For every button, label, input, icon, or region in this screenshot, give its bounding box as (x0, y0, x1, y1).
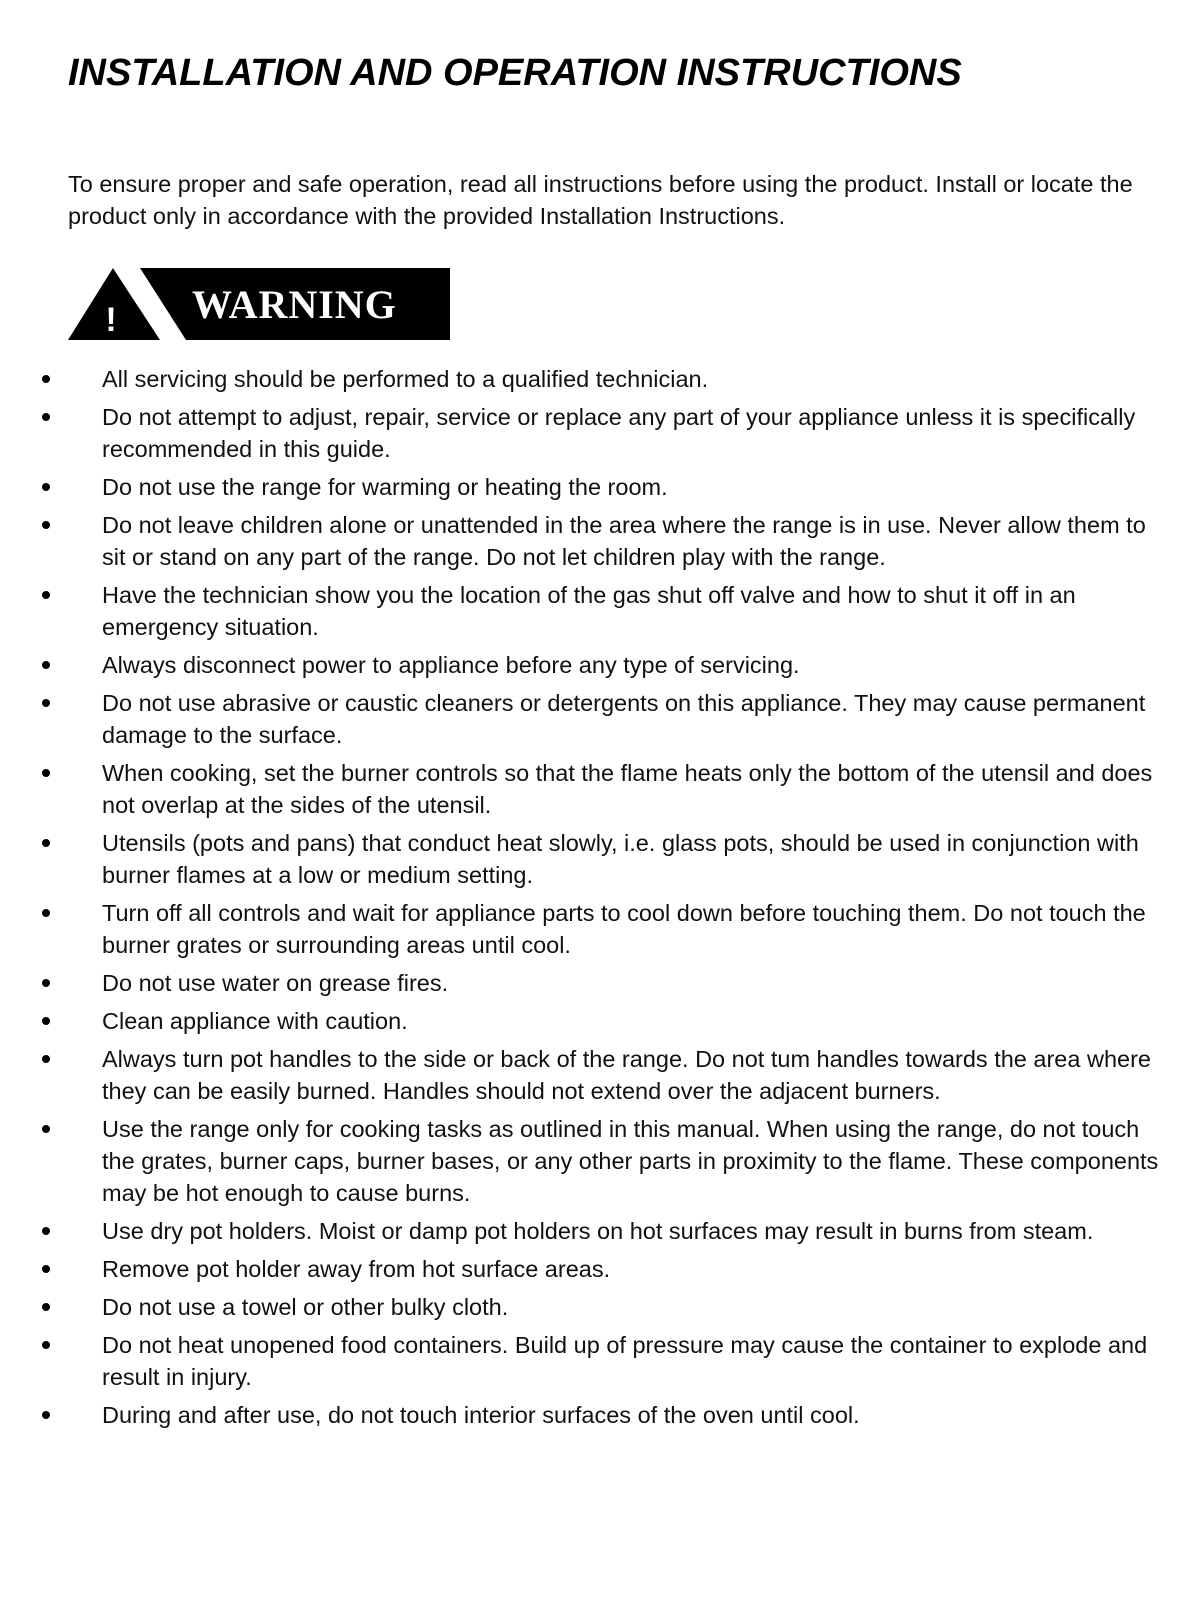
bullet-icon (42, 1227, 50, 1235)
list-item-text: Do not leave children alone or unattended in the area where the range is in use. Never allow them to sit or stand on any part of the range. Do not let children play with the range. (102, 512, 1146, 570)
list-item (0, 1043, 1201, 1107)
bullet-icon (42, 1411, 50, 1419)
list-item (0, 1399, 1201, 1431)
bullet-icon (42, 413, 50, 421)
list-item (0, 687, 1201, 751)
list-item (0, 1253, 1201, 1285)
list-item-text: Do not attempt to adjust, repair, service or replace any part of your appliance unless it is specifically recommended in this guide. (102, 404, 1136, 462)
list-item (0, 1005, 1201, 1037)
bullet-icon (42, 839, 50, 847)
list-item (0, 757, 1201, 821)
list-item (0, 1329, 1201, 1393)
bullet-icon (42, 1303, 50, 1311)
warning-label: WARNING (192, 282, 397, 327)
bullet-icon (42, 769, 50, 777)
bullet-icon (42, 521, 50, 529)
list-item-text: Have the technician show you the location of the gas shut off valve and how to shut it off in an emergency situation. (102, 582, 1076, 640)
list-item-text: Do not use a towel or other bulky cloth. (102, 1294, 509, 1320)
bullet-icon (42, 699, 50, 707)
list-item-text: Always disconnect power to appliance before any type of servicing. (102, 652, 800, 678)
list-item (0, 471, 1201, 503)
safety-bullet-list (0, 363, 1201, 1437)
list-item (0, 1215, 1201, 1247)
list-item (0, 1113, 1201, 1209)
list-item-text: Clean appliance with caution. (102, 1008, 408, 1034)
bullet-icon (42, 1055, 50, 1063)
list-item (0, 649, 1201, 681)
list-item (0, 509, 1201, 573)
list-item-text: Remove pot holder away from hot surface areas. (102, 1256, 611, 1282)
bullet-icon (42, 979, 50, 987)
list-item (0, 363, 1201, 395)
list-item-text: Always turn pot handles to the side or back of the range. Do not tum handles towards the area where they can be easily burned. Handles should not extend over the adjacent burners. (102, 1046, 1151, 1104)
list-item-text: Do not use the range for warming or heating the room. (102, 474, 668, 500)
bullet-icon (42, 1125, 50, 1133)
list-item-text: Do not heat unopened food containers. Build up of pressure may cause the container to explode and result in injury. (102, 1332, 1148, 1390)
warning-banner (68, 268, 450, 340)
list-item-text: Do not use water on grease fires. (102, 970, 449, 996)
bullet-icon (42, 1341, 50, 1349)
list-item-text: Do not use abrasive or caustic cleaners or detergents on this appliance. They may cause permanent damage to the surface. (102, 690, 1146, 748)
bullet-icon (42, 1017, 50, 1025)
list-item-text: All servicing should be performed to a qualified technician. (102, 366, 709, 392)
list-item (0, 827, 1201, 891)
list-item-text: Use dry pot holders. Moist or damp pot holders on hot surfaces may result in burns from steam. (102, 1218, 1094, 1244)
list-item (0, 967, 1201, 999)
list-item (0, 579, 1201, 643)
list-item-text: When cooking, set the burner controls so that the flame heats only the bottom of the utensil and does not overlap at the sides of the utensil. (102, 760, 1153, 818)
list-item (0, 401, 1201, 465)
bullet-icon (42, 909, 50, 917)
bullet-icon (42, 591, 50, 599)
list-item-text: During and after use, do not touch interior surfaces of the oven until cool. (102, 1402, 860, 1428)
bullet-icon (42, 483, 50, 491)
exclamation-icon: ! (105, 301, 117, 339)
list-item (0, 897, 1201, 961)
bullet-icon (42, 661, 50, 669)
bullet-icon (42, 375, 50, 383)
list-item-text: Use the range only for cooking tasks as outlined in this manual. When using the range, do not touch the grates, burner caps, burner bases, or any other parts in proximity to the flame. These components may be hot enough to cause burns. (102, 1116, 1159, 1206)
page-title: INSTALLATION AND OPERATION INSTRUCTIONS (68, 52, 962, 94)
list-item-text: Turn off all controls and wait for appliance parts to cool down before touching them. Do not touch the burner grates or surrounding areas until cool. (102, 900, 1146, 958)
intro-paragraph: To ensure proper and safe operation, read all instructions before using the product. Install or locate the product only in accordance with the provided Installation Instructions. (68, 171, 1133, 229)
bullet-icon (42, 1265, 50, 1273)
list-item (0, 1291, 1201, 1323)
list-item-text: Utensils (pots and pans) that conduct heat slowly, i.e. glass pots, should be used in conjunction with burner flames at a low or medium setting. (102, 830, 1139, 888)
